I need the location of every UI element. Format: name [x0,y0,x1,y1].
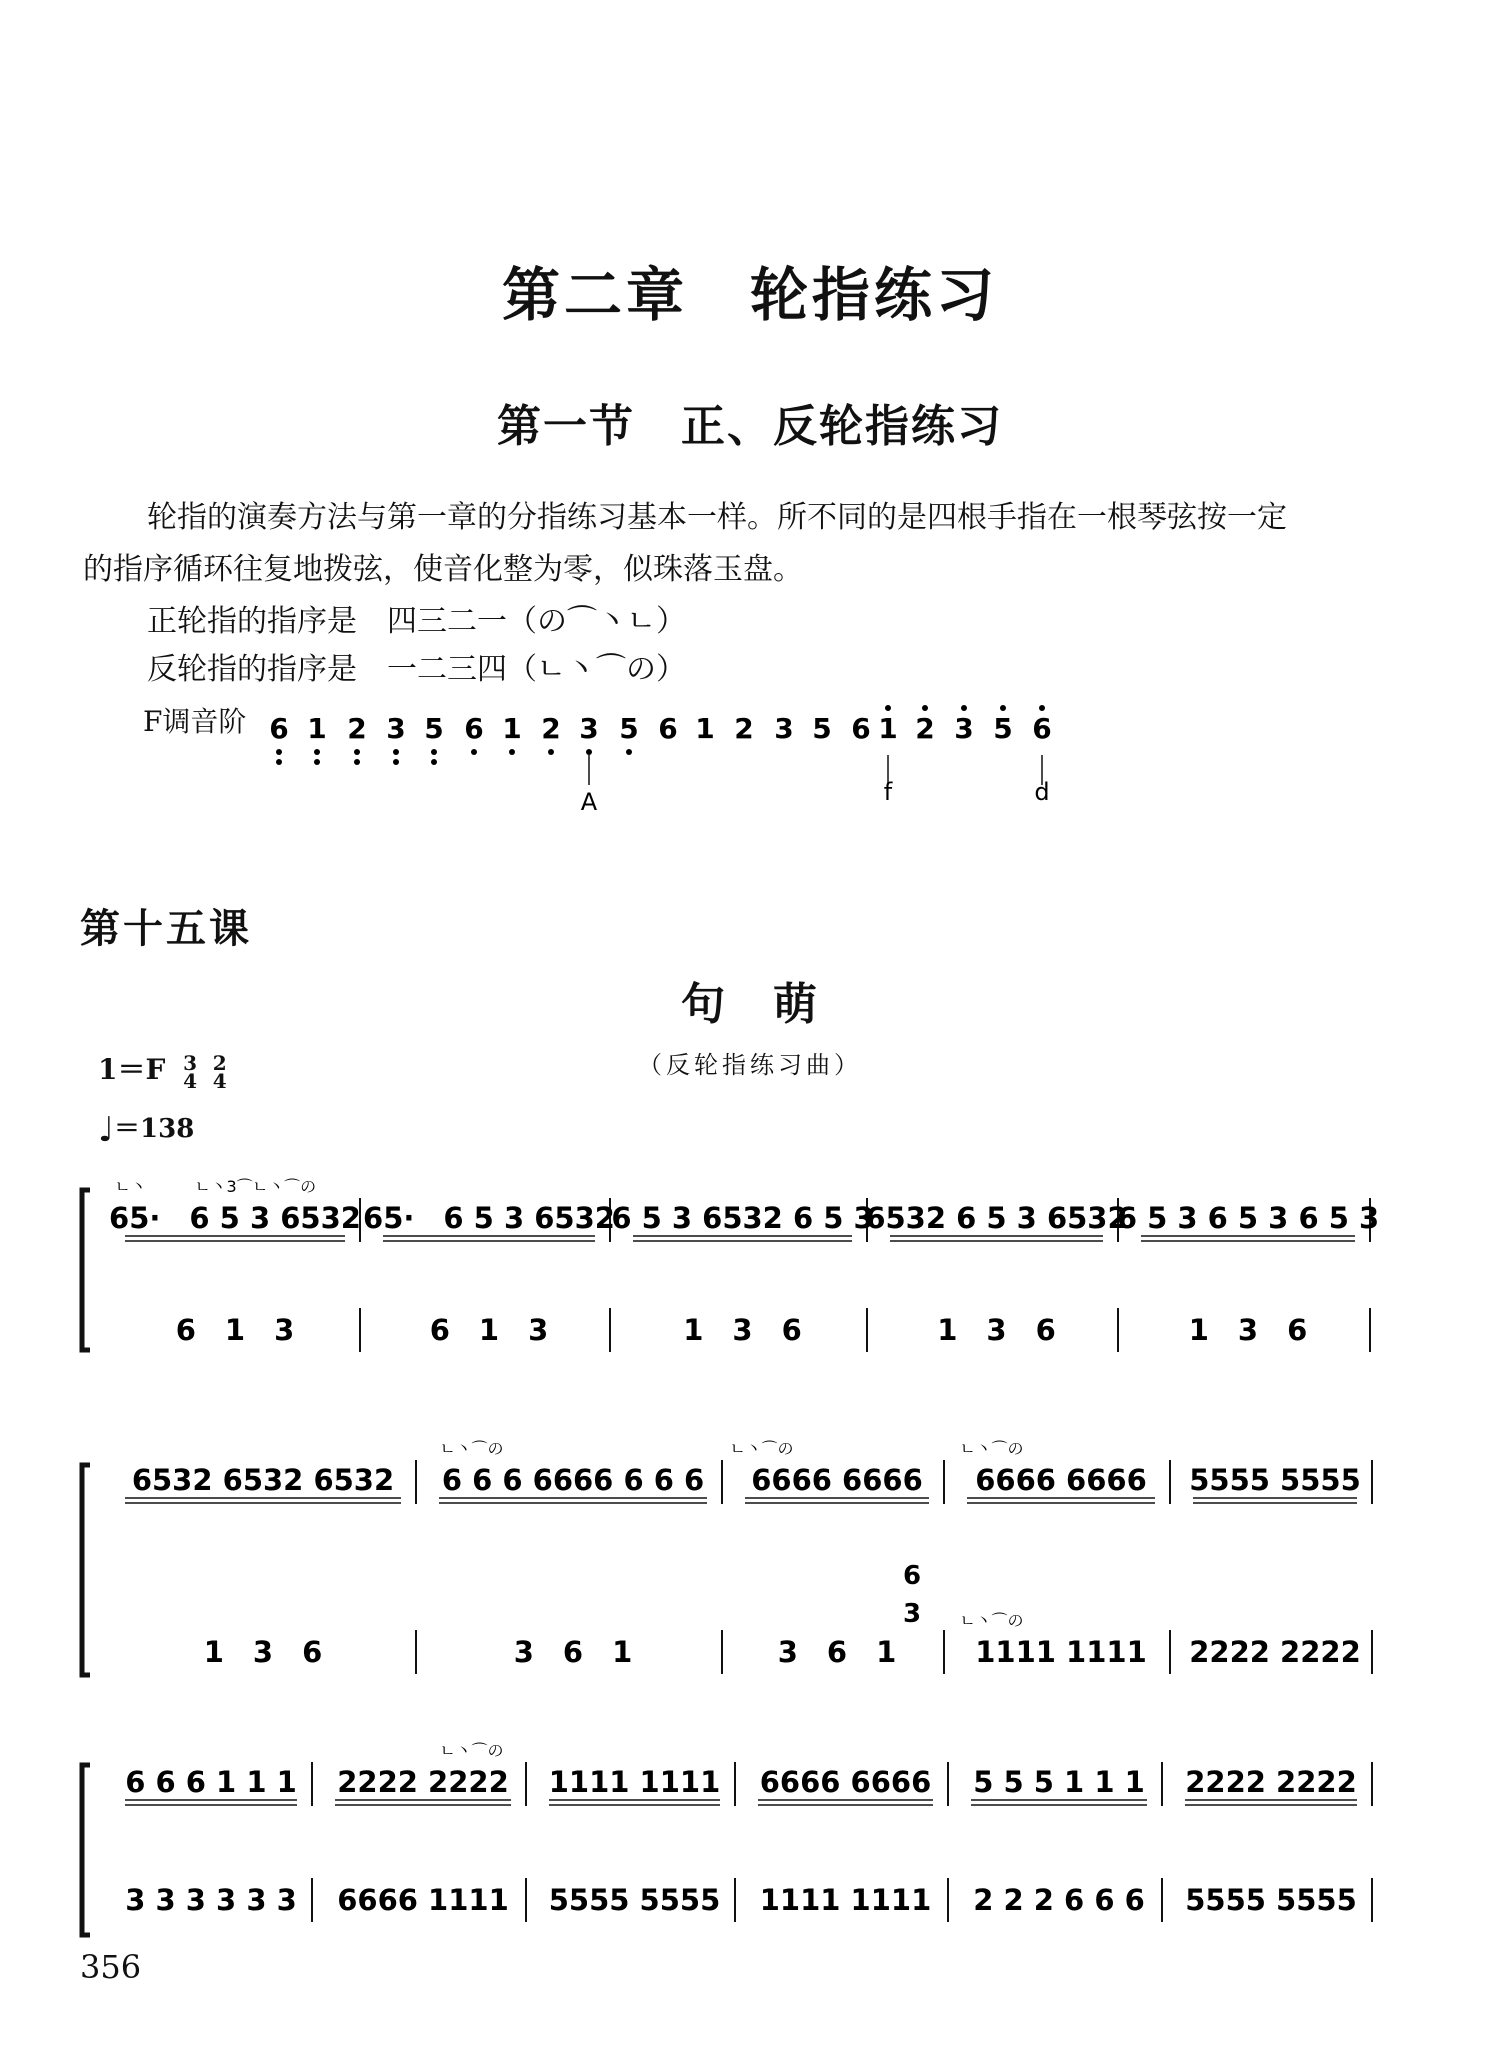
quarter-note-icon: ♩ [98,1110,115,1150]
lower-measure: 2 2 2 6 6 6 [973,1883,1145,1917]
system-bracket [82,1765,90,1935]
scale-note: 6 [851,712,871,745]
section-title: 第一节 正、反轮指练习 [497,401,1003,452]
scale-note: 6 [658,712,678,745]
upper-measure: 6 5 3 6 5 3 6 5 3 [1116,1201,1380,1235]
lesson-heading: 第十五课 [80,905,252,952]
lower-measure: 6 1 3 [175,1313,295,1347]
fingering-mark: ㄴ丶⌒の [440,1741,504,1760]
lower-measure: 3 3 3 3 3 3 [125,1883,297,1917]
upper-measure: 65· 6 5 3 6532 [363,1201,615,1235]
chord-note: 3 [902,1599,922,1629]
string-marker: f [883,778,893,806]
forward-roll-order: 正轮指的指序是 四三二一（の⌒丶ㄴ） [147,604,686,639]
page-number: 356 [80,1948,142,1986]
system-bracket [82,1465,90,1675]
scale-note: 1 [695,712,715,745]
upper-measure: 6 6 6 1 1 1 [125,1765,297,1799]
time-sig-2-top: 2 [212,1050,227,1075]
fingering-mark: ㄴ丶⌒の [730,1439,794,1458]
chord-note: 6 [902,1561,922,1591]
upper-measure: 2222 2222 [337,1765,509,1799]
scale-note: 6 [464,712,484,745]
lower-measure: 3 6 1 [777,1635,897,1669]
reverse-roll-order: 反轮指的指序是 一二三四（ㄴ丶⌒の） [147,652,686,687]
time-sig-2-bottom: 4 [212,1068,227,1093]
lower-measure: 6666 1111 [337,1883,509,1917]
upper-measure: 2222 2222 [1185,1765,1357,1799]
string-marker: d [1034,778,1050,806]
system-bracket [82,1190,90,1350]
song-subtitle: （反轮指练习曲） [638,1051,862,1079]
lower-measure: 5555 5555 [548,1883,721,1917]
upper-measure: 6666 6666 [759,1765,932,1799]
scale-note: 2 [541,712,561,745]
scale-note: 1 [878,712,898,745]
scale-note: 5 [993,712,1013,745]
scale-note: 3 [774,712,794,745]
scale-note: 2 [734,712,754,745]
upper-measure: 5 5 5 1 1 1 [973,1765,1145,1799]
upper-measure: 6666 6666 [751,1463,923,1497]
lower-measure: 2222 2222 [1189,1635,1361,1669]
lower-measure: 1111 1111 [759,1883,932,1917]
upper-measure: 6666 6666 [975,1463,1147,1497]
scale-note: 3 [386,712,406,745]
lower-measure: 1 3 6 [937,1313,1056,1347]
scale-note: 2 [347,712,367,745]
upper-measure: 65· 6 5 3 6532 [109,1201,361,1235]
lower-measure: 6 1 3 [429,1313,549,1347]
scale-label: F调音阶 [143,705,247,738]
upper-measure: 6 5 3 6532 6 5 3 [611,1201,874,1235]
fingering-mark: ㄴ丶3⌒ㄴ丶⌒の [195,1177,317,1196]
upper-measure: 5555 5555 [1189,1463,1361,1497]
key-label: 1＝F [98,1053,166,1086]
string-marker: A [580,788,598,816]
upper-measure: 1111 1111 [548,1765,721,1799]
fingering-mark: ㄴ丶⌒の [440,1439,504,1458]
lower-measure: 5555 5555 [1185,1883,1357,1917]
fingering-mark: ㄴ丶 [115,1177,147,1196]
scale-note: 1 [502,712,522,745]
lower-measure: 1111 1111 [975,1635,1147,1669]
lower-measure: 1 3 6 [683,1313,802,1347]
tempo-value: ＝138 [114,1114,195,1144]
scale-note: 6 [1032,712,1052,745]
scale-note: 2 [915,712,935,745]
upper-measure: 6532 6 5 3 6532 [865,1201,1128,1235]
chapter-title: 第二章 轮指练习 [501,261,998,329]
scale-note: 1 [307,712,327,745]
scale-note: 5 [424,712,444,745]
upper-measure: 6 6 6 6666 6 6 6 [441,1463,705,1497]
lower-measure: 3 6 1 [513,1635,633,1669]
scale-note: 5 [619,712,639,745]
intro-paragraph-line1: 轮指的演奏方法与第一章的分指练习基本一样。所不同的是四根手指在一根琴弦按一定 [147,500,1287,535]
time-sig-1-bottom: 4 [183,1068,198,1093]
scale-note: 5 [812,712,832,745]
score-systems [82,1177,1379,1935]
scale-note: 3 [579,712,599,745]
scale-note: 3 [954,712,974,745]
song-title: 句 萌 [681,979,819,1030]
upper-measure: 6532 6532 6532 [131,1463,395,1497]
fingering-mark: ㄴ丶⌒の [960,1439,1024,1458]
scale-note: 6 [269,712,289,745]
time-sig-1-top: 3 [183,1050,198,1075]
lower-measure: 1 3 6 [203,1635,323,1669]
fingering-mark: ㄴ丶⌒の [960,1611,1024,1630]
intro-paragraph-line2: 的指序循环往复地拨弦，使音化整为零，似珠落玉盘。 [83,552,803,587]
lower-measure: 1 3 6 [1188,1313,1308,1347]
